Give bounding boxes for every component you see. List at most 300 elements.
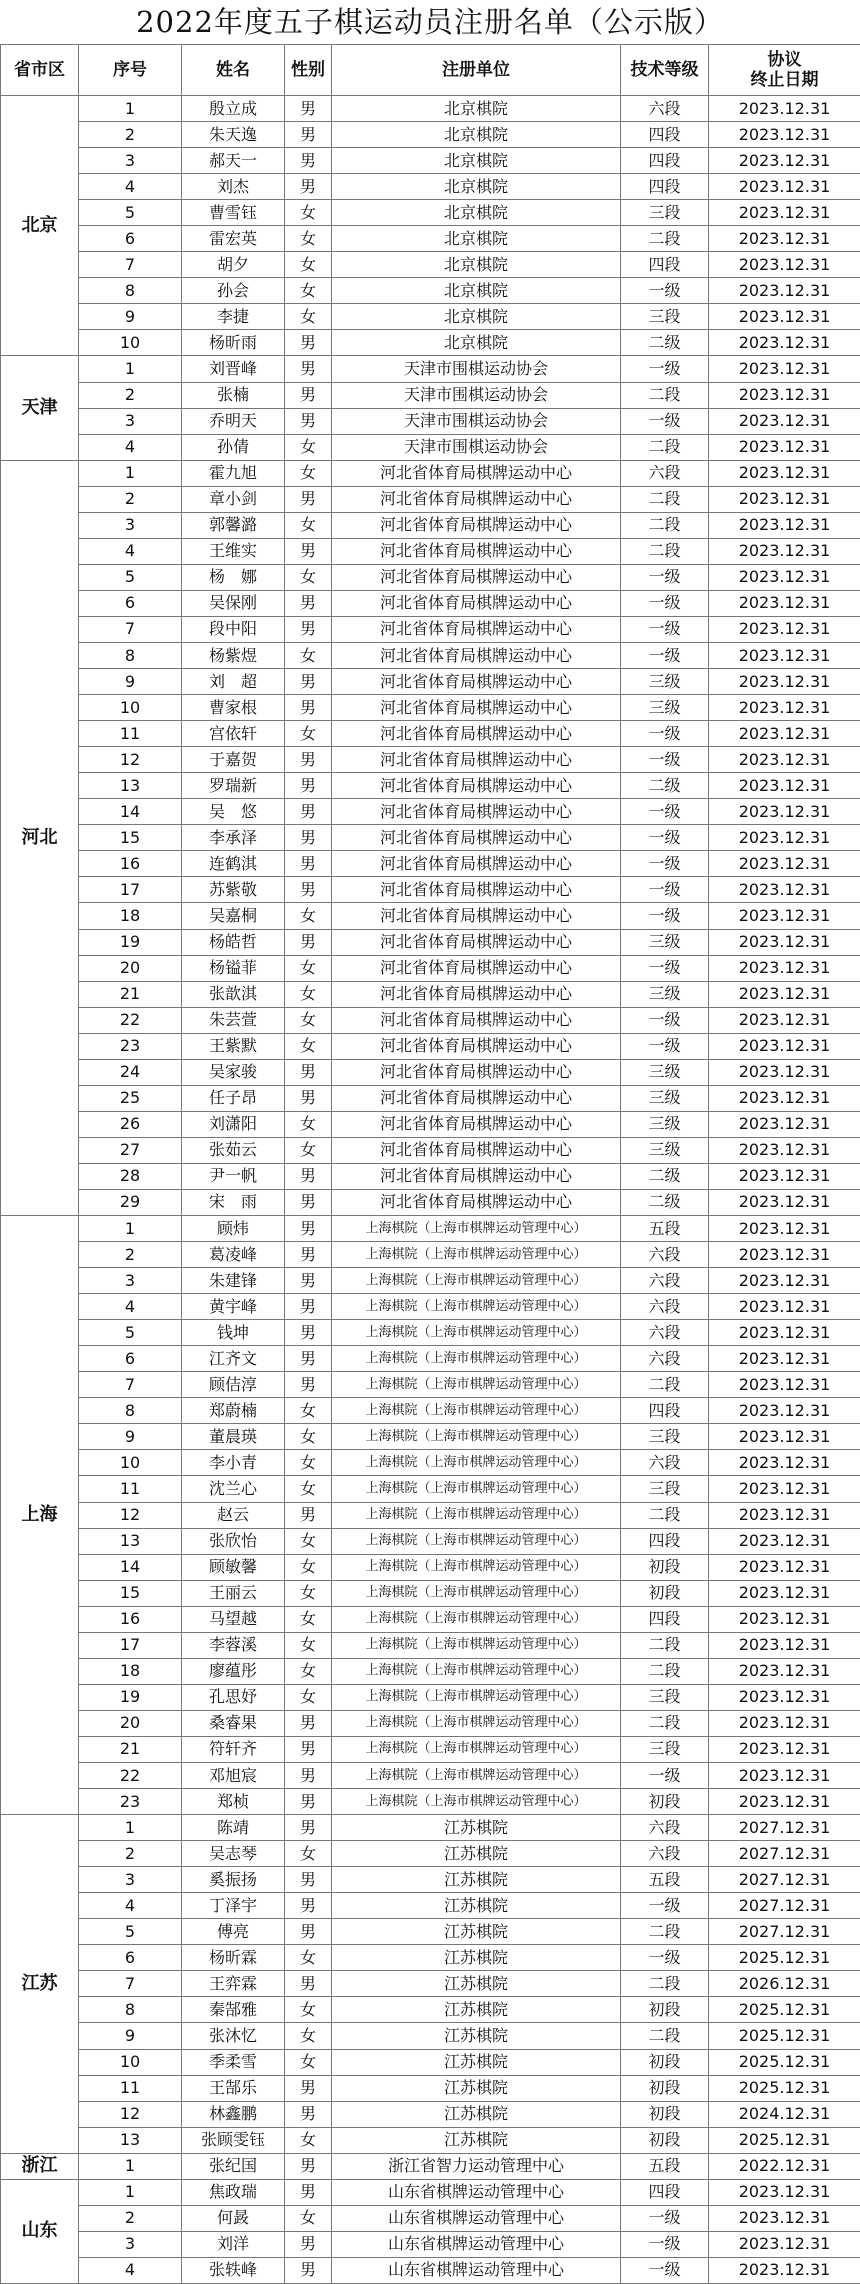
seq-cell: 6 — [79, 590, 182, 616]
expiry-cell: 2023.12.31 — [709, 955, 860, 981]
unit-cell: 山东省棋牌运动管理中心 — [332, 2231, 621, 2257]
table-row — [1, 903, 860, 929]
name-cell: 陈靖 — [182, 1815, 285, 1841]
table-row — [1, 1710, 860, 1736]
table-row — [1, 981, 860, 1007]
name-cell: 王丽云 — [182, 1580, 285, 1606]
name-cell: 段中阳 — [182, 616, 285, 642]
expiry-cell: 2023.12.31 — [709, 1007, 860, 1033]
seq-cell: 3 — [79, 148, 182, 174]
seq-cell: 1 — [79, 356, 182, 382]
unit-cell: 河北省体育局棋牌运动中心 — [332, 773, 621, 799]
expiry-cell: 2027.12.31 — [709, 1893, 860, 1919]
seq-cell: 17 — [79, 877, 182, 903]
expiry-cell: 2023.12.31 — [709, 1710, 860, 1736]
table-row — [1, 1294, 860, 1320]
gender-cell: 男 — [285, 2179, 332, 2205]
unit-cell: 上海棋院（上海市棋牌运动管理中心） — [332, 1710, 621, 1736]
grade-cell: 一级 — [621, 590, 709, 616]
gender-cell: 男 — [285, 356, 332, 382]
unit-cell: 河北省体育局棋牌运动中心 — [332, 1085, 621, 1111]
unit-cell: 河北省体育局棋牌运动中心 — [332, 695, 621, 721]
seq-cell: 4 — [79, 1893, 182, 1919]
table-row — [1, 1580, 860, 1606]
grade-cell: 二级 — [621, 773, 709, 799]
name-cell: 傅亮 — [182, 1919, 285, 1945]
table-row — [1, 226, 860, 252]
seq-cell: 7 — [79, 1372, 182, 1398]
seq-cell: 9 — [79, 304, 182, 330]
expiry-cell: 2023.12.31 — [709, 1059, 860, 1085]
expiry-cell: 2023.12.31 — [709, 877, 860, 903]
region-cell: 河北 — [1, 460, 79, 1215]
seq-cell: 3 — [79, 512, 182, 538]
gender-cell: 女 — [285, 278, 332, 304]
table-row — [1, 799, 860, 825]
gender-cell: 女 — [285, 955, 332, 981]
gender-cell: 男 — [285, 148, 332, 174]
seq-cell: 2 — [79, 382, 182, 408]
seq-cell: 8 — [79, 278, 182, 304]
table-row — [1, 616, 860, 642]
expiry-cell: 2023.12.31 — [709, 174, 860, 200]
table-row — [1, 2153, 860, 2179]
seq-cell: 29 — [79, 1189, 182, 1215]
unit-cell: 北京棋院 — [332, 278, 621, 304]
seq-cell: 11 — [79, 1476, 182, 1502]
gender-cell: 男 — [285, 773, 332, 799]
gender-cell: 男 — [285, 616, 332, 642]
grade-cell: 二段 — [621, 512, 709, 538]
grade-cell: 三级 — [621, 929, 709, 955]
unit-cell: 上海棋院（上海市棋牌运动管理中心） — [332, 1606, 621, 1632]
table-row — [1, 1945, 860, 1971]
table-row — [1, 278, 860, 304]
gender-cell: 男 — [285, 2153, 332, 2179]
seq-cell: 3 — [79, 1867, 182, 1893]
gender-cell: 男 — [285, 1059, 332, 1085]
name-cell: 张歆淇 — [182, 981, 285, 1007]
table-row — [1, 1007, 860, 1033]
seq-cell: 4 — [79, 538, 182, 564]
grade-cell: 一级 — [621, 616, 709, 642]
grade-cell: 一级 — [621, 747, 709, 773]
seq-cell: 13 — [79, 2127, 182, 2153]
name-cell: 何晸 — [182, 2205, 285, 2231]
name-cell: 曹家根 — [182, 695, 285, 721]
table-row — [1, 1450, 860, 1476]
gender-cell: 女 — [285, 1632, 332, 1658]
grade-cell: 一级 — [621, 1945, 709, 1971]
grade-cell: 一级 — [621, 642, 709, 668]
seq-cell: 1 — [79, 2179, 182, 2205]
gender-cell: 女 — [285, 1476, 332, 1502]
name-cell: 张茹云 — [182, 1137, 285, 1163]
table-row — [1, 2023, 860, 2049]
seq-cell: 1 — [79, 2153, 182, 2179]
name-cell: 朱建锋 — [182, 1268, 285, 1294]
seq-cell: 27 — [79, 1137, 182, 1163]
expiry-cell: 2022.12.31 — [709, 2153, 860, 2179]
table-row — [1, 486, 860, 512]
table-row — [1, 695, 860, 721]
unit-cell: 上海棋院（上海市棋牌运动管理中心） — [332, 1294, 621, 1320]
unit-cell: 江苏棋院 — [332, 2101, 621, 2127]
grade-cell: 六段 — [621, 1346, 709, 1372]
name-cell: 丁泽宇 — [182, 1893, 285, 1919]
header-expiry-line2: 终止日期 — [751, 70, 819, 90]
name-cell: 林鑫鹏 — [182, 2101, 285, 2127]
grade-cell: 二级 — [621, 1189, 709, 1215]
seq-cell: 9 — [79, 1424, 182, 1450]
name-cell: 董晨瑛 — [182, 1424, 285, 1450]
expiry-cell: 2023.12.31 — [709, 200, 860, 226]
unit-cell: 上海棋院（上海市棋牌运动管理中心） — [332, 1580, 621, 1606]
expiry-cell: 2023.12.31 — [709, 1398, 860, 1424]
gender-cell: 男 — [285, 1815, 332, 1841]
table-row — [1, 1424, 860, 1450]
name-cell: 刘晋峰 — [182, 356, 285, 382]
grade-cell: 初段 — [621, 1580, 709, 1606]
expiry-cell: 2023.12.31 — [709, 825, 860, 851]
seq-cell: 1 — [79, 96, 182, 122]
grade-cell: 三级 — [621, 695, 709, 721]
expiry-cell: 2023.12.31 — [709, 1554, 860, 1580]
gender-cell: 女 — [285, 721, 332, 747]
gender-cell: 女 — [285, 1137, 332, 1163]
unit-cell: 北京棋院 — [332, 148, 621, 174]
expiry-cell: 2026.12.31 — [709, 1971, 860, 1997]
unit-cell: 上海棋院（上海市棋牌运动管理中心） — [332, 1320, 621, 1346]
grade-cell: 四段 — [621, 1528, 709, 1554]
gender-cell: 男 — [285, 1789, 332, 1815]
grade-cell: 三段 — [621, 1736, 709, 1762]
grade-cell: 三段 — [621, 1684, 709, 1710]
grade-cell: 六段 — [621, 96, 709, 122]
gender-cell: 女 — [285, 1658, 332, 1684]
grade-cell: 六段 — [621, 460, 709, 486]
table-body — [1, 96, 860, 2284]
name-cell: 吴志琴 — [182, 1841, 285, 1867]
expiry-cell: 2023.12.31 — [709, 903, 860, 929]
gender-cell: 男 — [285, 1710, 332, 1736]
unit-cell: 山东省棋牌运动管理中心 — [332, 2257, 621, 2283]
seq-cell: 5 — [79, 1320, 182, 1346]
table-row — [1, 1971, 860, 1997]
expiry-cell: 2023.12.31 — [709, 1163, 860, 1189]
unit-cell: 河北省体育局棋牌运动中心 — [332, 721, 621, 747]
expiry-cell: 2023.12.31 — [709, 1606, 860, 1632]
gender-cell: 女 — [285, 2127, 332, 2153]
gender-cell: 女 — [285, 1580, 332, 1606]
table-row — [1, 1736, 860, 1762]
seq-cell: 17 — [79, 1632, 182, 1658]
table-row — [1, 2205, 860, 2231]
expiry-cell: 2023.12.31 — [709, 1450, 860, 1476]
unit-cell: 河北省体育局棋牌运动中心 — [332, 486, 621, 512]
grade-cell: 二段 — [621, 434, 709, 460]
grade-cell: 六段 — [621, 1320, 709, 1346]
expiry-cell: 2023.12.31 — [709, 747, 860, 773]
table-row — [1, 330, 860, 356]
seq-cell: 22 — [79, 1007, 182, 1033]
unit-cell: 江苏棋院 — [332, 1997, 621, 2023]
grade-cell: 初段 — [621, 1554, 709, 1580]
name-cell: 杨皓哲 — [182, 929, 285, 955]
name-cell: 季柔雪 — [182, 2049, 285, 2075]
unit-cell: 江苏棋院 — [332, 1893, 621, 1919]
table-row — [1, 356, 860, 382]
seq-cell: 2 — [79, 1242, 182, 1268]
gender-cell: 女 — [285, 1997, 332, 2023]
grade-cell: 二段 — [621, 1919, 709, 1945]
seq-cell: 9 — [79, 2023, 182, 2049]
expiry-cell: 2023.12.31 — [709, 304, 860, 330]
table-row — [1, 408, 860, 434]
expiry-cell: 2023.12.31 — [709, 1424, 860, 1450]
gender-cell: 男 — [285, 1867, 332, 1893]
expiry-cell: 2027.12.31 — [709, 1919, 860, 1945]
table-row — [1, 642, 860, 668]
grade-cell: 六段 — [621, 1242, 709, 1268]
name-cell: 朱芸萱 — [182, 1007, 285, 1033]
seq-cell: 13 — [79, 1528, 182, 1554]
expiry-cell: 2023.12.31 — [709, 382, 860, 408]
unit-cell: 北京棋院 — [332, 174, 621, 200]
expiry-cell: 2023.12.31 — [709, 1476, 860, 1502]
expiry-cell: 2023.12.31 — [709, 486, 860, 512]
name-cell: 张楠 — [182, 382, 285, 408]
name-cell: 江齐文 — [182, 1346, 285, 1372]
gender-cell: 女 — [285, 2049, 332, 2075]
name-cell: 于嘉贺 — [182, 747, 285, 773]
header-expiry-line1: 协议 — [768, 50, 802, 70]
table-row — [1, 1163, 860, 1189]
seq-cell: 28 — [79, 1163, 182, 1189]
gender-cell: 女 — [285, 226, 332, 252]
gender-cell: 男 — [285, 1346, 332, 1372]
name-cell: 雷宏英 — [182, 226, 285, 252]
gender-cell: 女 — [285, 1606, 332, 1632]
gender-cell: 男 — [285, 695, 332, 721]
gender-cell: 男 — [285, 1294, 332, 1320]
grade-cell: 三级 — [621, 1059, 709, 1085]
gender-cell: 女 — [285, 1398, 332, 1424]
seq-cell: 15 — [79, 1580, 182, 1606]
seq-cell: 24 — [79, 1059, 182, 1085]
expiry-cell: 2023.12.31 — [709, 1346, 860, 1372]
expiry-cell: 2023.12.31 — [709, 1789, 860, 1815]
expiry-cell: 2024.12.31 — [709, 2101, 860, 2127]
gender-cell: 男 — [285, 174, 332, 200]
seq-cell: 5 — [79, 200, 182, 226]
expiry-cell: 2023.12.31 — [709, 1763, 860, 1789]
expiry-cell: 2023.12.31 — [709, 2257, 860, 2283]
unit-cell: 北京棋院 — [332, 96, 621, 122]
name-cell: 顾炜 — [182, 1216, 285, 1242]
name-cell: 张轶峰 — [182, 2257, 285, 2283]
name-cell: 廖蕴彤 — [182, 1658, 285, 1684]
grade-cell: 六段 — [621, 1841, 709, 1867]
grade-cell: 二段 — [621, 1372, 709, 1398]
name-cell: 刘 超 — [182, 669, 285, 695]
seq-cell: 11 — [79, 2075, 182, 2101]
seq-cell: 6 — [79, 1346, 182, 1372]
expiry-cell: 2023.12.31 — [709, 773, 860, 799]
header-gender: 性别 — [285, 45, 332, 96]
table-row — [1, 1841, 860, 1867]
grade-cell: 五段 — [621, 2153, 709, 2179]
unit-cell: 江苏棋院 — [332, 2075, 621, 2101]
unit-cell: 河北省体育局棋牌运动中心 — [332, 512, 621, 538]
unit-cell: 北京棋院 — [332, 200, 621, 226]
seq-cell: 2 — [79, 2205, 182, 2231]
table-row — [1, 1137, 860, 1163]
unit-cell: 江苏棋院 — [332, 1867, 621, 1893]
seq-cell: 23 — [79, 1033, 182, 1059]
seq-cell: 2 — [79, 122, 182, 148]
seq-cell: 7 — [79, 252, 182, 278]
grade-cell: 一级 — [621, 408, 709, 434]
table-row — [1, 1554, 860, 1580]
grade-cell: 六段 — [621, 1815, 709, 1841]
grade-cell: 三级 — [621, 669, 709, 695]
header-unit: 注册单位 — [332, 45, 621, 96]
grade-cell: 三级 — [621, 981, 709, 1007]
table-row — [1, 929, 860, 955]
seq-cell: 18 — [79, 903, 182, 929]
unit-cell: 河北省体育局棋牌运动中心 — [332, 877, 621, 903]
unit-cell: 上海棋院（上海市棋牌运动管理中心） — [332, 1684, 621, 1710]
seq-cell: 10 — [79, 695, 182, 721]
unit-cell: 北京棋院 — [332, 226, 621, 252]
name-cell: 孔思妤 — [182, 1684, 285, 1710]
grade-cell: 四段 — [621, 1398, 709, 1424]
grade-cell: 一级 — [621, 2205, 709, 2231]
expiry-cell: 2023.12.31 — [709, 538, 860, 564]
table-row — [1, 382, 860, 408]
table-row — [1, 200, 860, 226]
gender-cell: 女 — [285, 200, 332, 226]
table-row — [1, 252, 860, 278]
header-region: 省市区 — [1, 45, 79, 96]
name-cell: 张欣怡 — [182, 1528, 285, 1554]
name-cell: 马望越 — [182, 1606, 285, 1632]
unit-cell: 河北省体育局棋牌运动中心 — [332, 799, 621, 825]
expiry-cell: 2023.12.31 — [709, 1580, 860, 1606]
seq-cell: 1 — [79, 1216, 182, 1242]
table-row — [1, 1372, 860, 1398]
gender-cell: 男 — [285, 1502, 332, 1528]
grade-cell: 初段 — [621, 2049, 709, 2075]
gender-cell: 女 — [285, 1007, 332, 1033]
table-row — [1, 773, 860, 799]
unit-cell: 上海棋院（上海市棋牌运动管理中心） — [332, 1528, 621, 1554]
expiry-cell: 2023.12.31 — [709, 1294, 860, 1320]
unit-cell: 上海棋院（上海市棋牌运动管理中心） — [332, 1242, 621, 1268]
region-cell: 天津 — [1, 356, 79, 460]
grade-cell: 三段 — [621, 1424, 709, 1450]
gender-cell: 男 — [285, 1189, 332, 1215]
seq-cell: 20 — [79, 1710, 182, 1736]
unit-cell: 江苏棋院 — [332, 2127, 621, 2153]
grade-cell: 二段 — [621, 1632, 709, 1658]
expiry-cell: 2025.12.31 — [709, 2127, 860, 2153]
unit-cell: 河北省体育局棋牌运动中心 — [332, 1163, 621, 1189]
grade-cell: 六段 — [621, 1268, 709, 1294]
expiry-cell: 2023.12.31 — [709, 252, 860, 278]
grade-cell: 一级 — [621, 2231, 709, 2257]
unit-cell: 江苏棋院 — [332, 2023, 621, 2049]
table-row — [1, 747, 860, 773]
table-row — [1, 1216, 860, 1242]
grade-cell: 一级 — [621, 278, 709, 304]
table-row — [1, 2101, 860, 2127]
seq-cell: 5 — [79, 564, 182, 590]
expiry-cell: 2025.12.31 — [709, 1945, 860, 1971]
table-row — [1, 2127, 860, 2153]
page-title: 2022年度五子棋运动员注册名单（公示版） — [0, 0, 860, 44]
name-cell: 王郜乐 — [182, 2075, 285, 2101]
gender-cell: 男 — [285, 929, 332, 955]
name-cell: 郑蔚楠 — [182, 1398, 285, 1424]
gender-cell: 女 — [285, 1554, 332, 1580]
seq-cell: 10 — [79, 2049, 182, 2075]
grade-cell: 初段 — [621, 2127, 709, 2153]
grade-cell: 四段 — [621, 1606, 709, 1632]
seq-cell: 12 — [79, 2101, 182, 2127]
name-cell: 王维实 — [182, 538, 285, 564]
name-cell: 邓旭宸 — [182, 1763, 285, 1789]
gender-cell: 女 — [285, 1528, 332, 1554]
seq-cell: 3 — [79, 2231, 182, 2257]
name-cell: 葛凌峰 — [182, 1242, 285, 1268]
table-row — [1, 955, 860, 981]
seq-cell: 11 — [79, 721, 182, 747]
name-cell: 王紫默 — [182, 1033, 285, 1059]
unit-cell: 上海棋院（上海市棋牌运动管理中心） — [332, 1268, 621, 1294]
table-row — [1, 2075, 860, 2101]
name-cell: 乔明天 — [182, 408, 285, 434]
grade-cell: 二段 — [621, 1710, 709, 1736]
seq-cell: 6 — [79, 226, 182, 252]
name-cell: 郑桢 — [182, 1789, 285, 1815]
gender-cell: 女 — [285, 1111, 332, 1137]
name-cell: 宫依轩 — [182, 721, 285, 747]
grade-cell: 一级 — [621, 1893, 709, 1919]
unit-cell: 河北省体育局棋牌运动中心 — [332, 1007, 621, 1033]
seq-cell: 10 — [79, 1450, 182, 1476]
seq-cell: 4 — [79, 434, 182, 460]
expiry-cell: 2023.12.31 — [709, 148, 860, 174]
gender-cell: 女 — [285, 252, 332, 278]
gender-cell: 女 — [285, 512, 332, 538]
unit-cell: 河北省体育局棋牌运动中心 — [332, 929, 621, 955]
table-row — [1, 1268, 860, 1294]
unit-cell: 上海棋院（上海市棋牌运动管理中心） — [332, 1789, 621, 1815]
name-cell: 黄宇峰 — [182, 1294, 285, 1320]
unit-cell: 山东省棋牌运动管理中心 — [332, 2179, 621, 2205]
name-cell: 李捷 — [182, 304, 285, 330]
name-cell: 连鹤淇 — [182, 851, 285, 877]
grade-cell: 二段 — [621, 1502, 709, 1528]
expiry-cell: 2023.12.31 — [709, 278, 860, 304]
grade-cell: 四段 — [621, 148, 709, 174]
name-cell: 宋 雨 — [182, 1189, 285, 1215]
seq-cell: 13 — [79, 773, 182, 799]
seq-cell: 6 — [79, 1945, 182, 1971]
name-cell: 张顾雯钰 — [182, 2127, 285, 2153]
